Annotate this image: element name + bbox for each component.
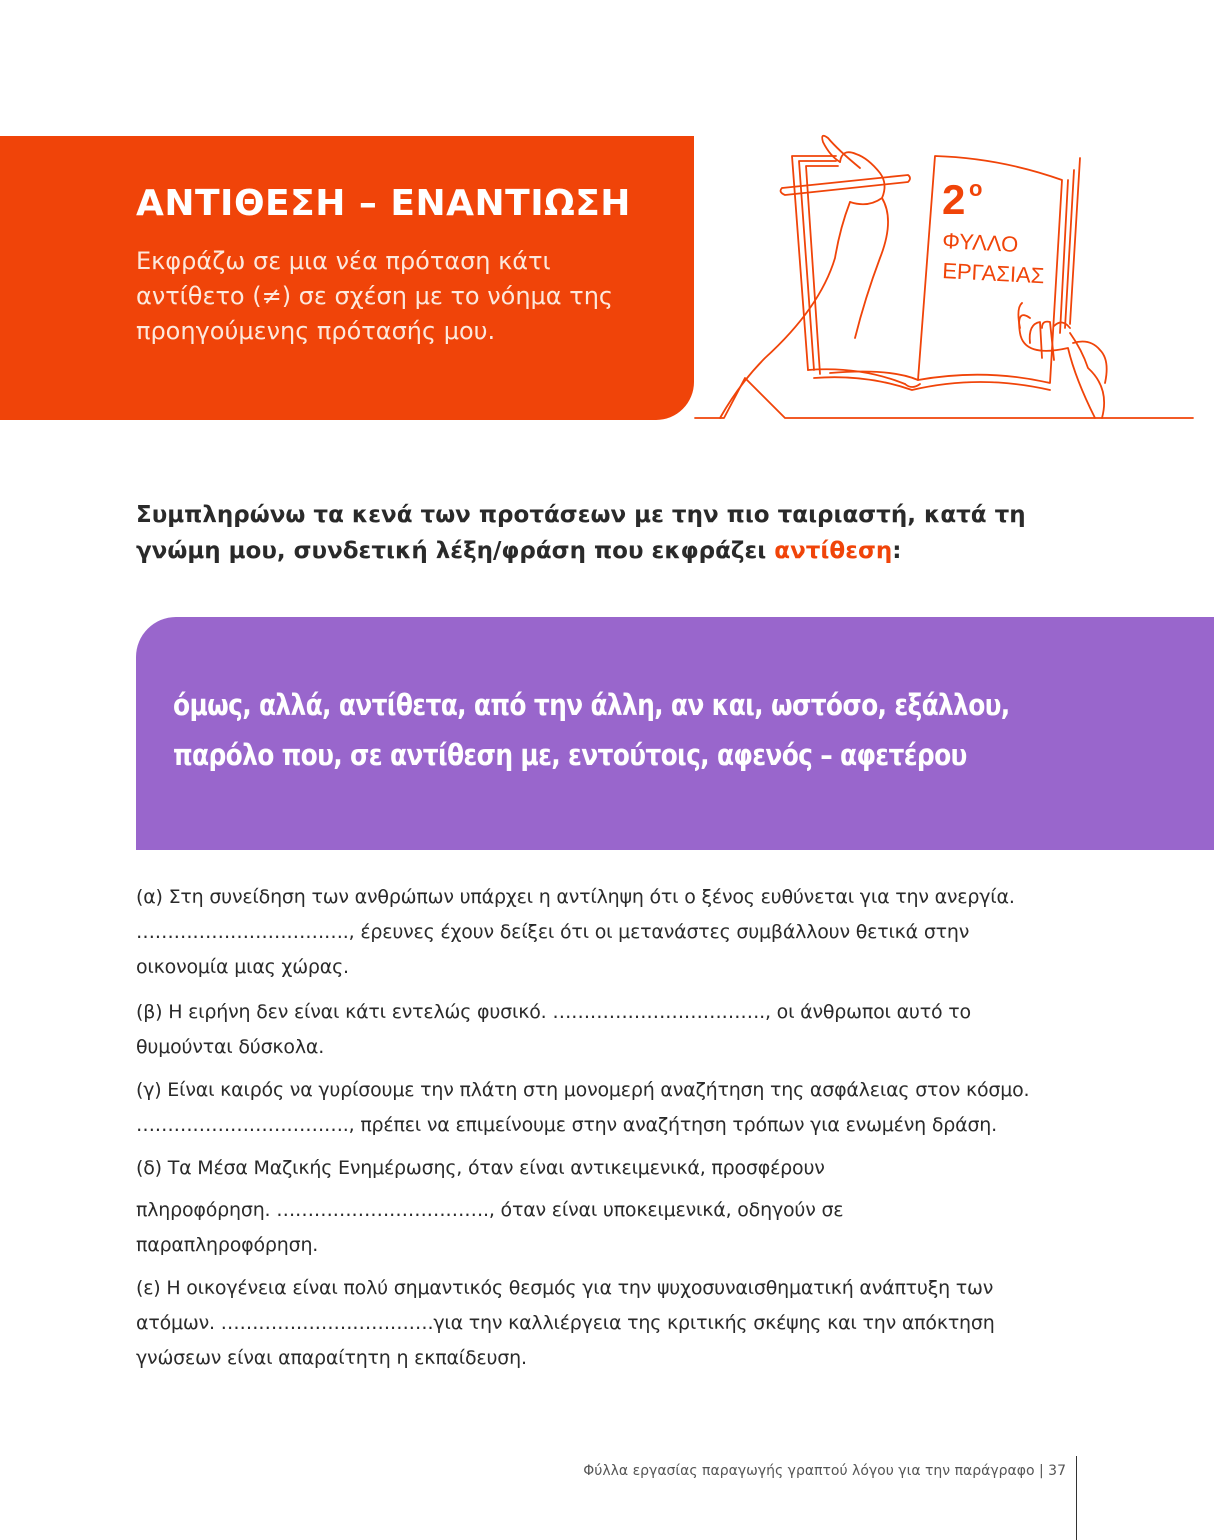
badge-superscript: ο <box>969 176 983 201</box>
exercise-b <box>136 995 1136 1065</box>
footer-divider <box>1076 1456 1077 1540</box>
exercise-line: θυμούνται δύσκολα. <box>136 1036 325 1058</box>
exercise-line: (α) Στη συνείδηση των ανθρώπων υπάρχει η αντίληψη ότι ο ξένος ευθύνεται για την ανεργία. <box>136 886 1015 908</box>
exercise-e <box>136 1271 1136 1376</box>
badge-number: 2 <box>942 176 966 223</box>
instruction-text-before: γνώμη μου, συνδετική λέξη/φράση που εκφράζει <box>136 538 775 564</box>
badge-line2: ΕΡΓΑΣΙΑΣ <box>941 258 1046 289</box>
instruction-highlight: αντίθεση <box>774 538 893 564</box>
worksheet-book-illustration <box>690 128 1200 428</box>
footer-title: Φύλλα εργασίας παραγωγής γραπτού λόγου για την παράγραφο <box>583 1463 1035 1479</box>
badge-line1: ΦΥΛΛΟ <box>941 228 1019 257</box>
subtitle-line: Εκφράζω σε μια νέα πρόταση κάτι <box>136 247 551 275</box>
instruction-line <box>136 533 1096 569</box>
page-footer <box>583 1463 1066 1479</box>
exercise-line: πληροφόρηση. ……………………………., όταν είναι υποκειμενικά, οδηγούν σε <box>136 1199 844 1221</box>
exercise-line: ατόμων. …………………………….για την καλλιέργεια της κριτικής σκέψης και την απόκτηση <box>136 1312 995 1334</box>
exercise-line: (ε) Η οικογένεια είναι πολύ σημαντικός θεσμός για την ψυχοσυναισθηματική ανάπτυξη των <box>136 1277 994 1299</box>
instruction-line: Συμπληρώνω τα κενά των προτάσεων με την πιο ταιριαστή, κατά τη <box>136 502 1026 528</box>
subtitle-line: προηγούμενης πρότασής μου. <box>136 317 496 345</box>
instruction-text-after: : <box>892 538 902 564</box>
exercise-line: ……………………………., έρευνες έχουν δείξει ότι οι μετανάστες συμβάλλουν θετικά στην <box>136 921 970 943</box>
exercise-d-continued <box>136 1193 1136 1263</box>
exercise-line: οικονομία μιας χώρας. <box>136 956 349 978</box>
instruction-text <box>136 497 1096 569</box>
exercise-c <box>136 1073 1136 1143</box>
connectives-line: παρόλο που, σε αντίθεση με, εντούτοις, αφενός – αφετέρου <box>173 738 967 772</box>
exercise-line: (γ) Είναι καιρός να γυρίσουμε την πλάτη στη μονομερή αναζήτηση της ασφάλειας στον κόσμο. <box>136 1079 1030 1101</box>
page-number: 37 <box>1048 1463 1066 1479</box>
connectives-line: όμως, αλλά, αντίθετα, από την άλλη, αν και, ωστόσο, εξάλλου, <box>173 688 1010 722</box>
exercise-line: (δ) Τα Μέσα Μαζικής Ενημέρωσης, όταν είναι αντικειμενικά, προσφέρουν <box>136 1157 825 1179</box>
exercise-line: παραπληροφόρηση. <box>136 1234 319 1256</box>
connectives-list <box>173 680 1042 780</box>
exercise-line: γνώσεων είναι απαραίτητη η εκπαίδευση. <box>136 1347 527 1369</box>
exercise-line: (β) Η ειρήνη δεν είναι κάτι εντελώς φυσικό. ……………………………., οι άνθρωποι αυτό το <box>136 1001 971 1023</box>
page-subtitle <box>136 244 656 349</box>
exercise-a <box>136 880 1136 985</box>
footer-separator: | <box>1039 1463 1044 1479</box>
exercise-line: ……………………………., πρέπει να επιμείνουμε στην αναζήτηση τρόπων για ενωμένη δράση. <box>136 1114 997 1136</box>
exercise-d <box>136 1151 1136 1186</box>
page-title: ΑΝΤΙΘΕΣΗ – ΕΝΑΝΤΙΩΣΗ <box>136 183 631 224</box>
subtitle-line: αντίθετο (≠) σε σχέση με το νόημα της <box>136 282 613 310</box>
